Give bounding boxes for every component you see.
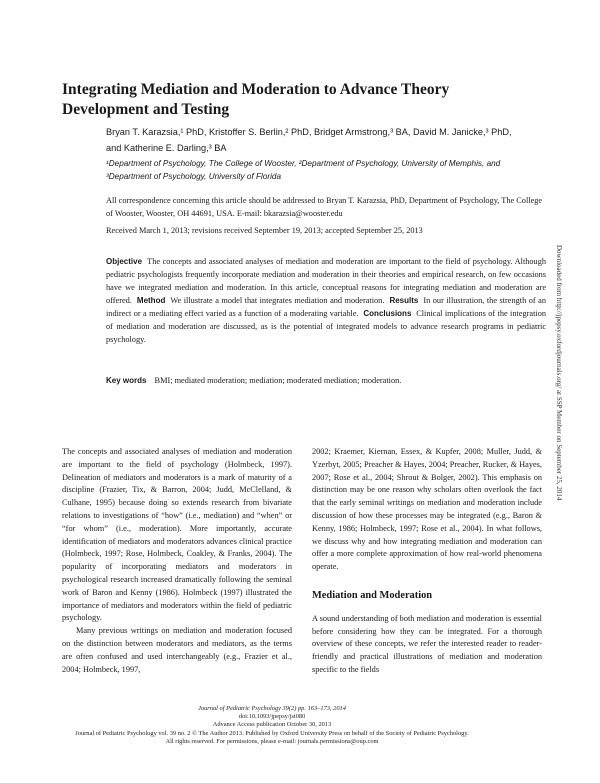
- abstract-objective-label: Objective: [106, 257, 143, 266]
- body-paragraph: The concepts and associated analyses of mediation and moderation are important to the field of psychology (Holmbeck, 1997). Delineation of mediators and moderators is a mark of maturity of a discipline (Frazier, Tix, & Barron, 2004; Judd, McClelland, & Culhane, 1995) because doing so extends research from bivariate relations to investigations of “how” (i.e., mediation) and “when” or “for whom” (i.e., moderation). More importantly, accurate identification of mediators and moderators advances clinical practice (Holmbeck, 1997; Rose, Holmbeck, Coakley, & Franks, 2004). The popularity of incorporating mediators and moderators in psychological research increased dramatically following the seminal work of Baron and Kenny (1986). Holmbeck (1997) illustrated the importance of mediators and moderators within the field of pediatric psychology.: [62, 447, 292, 623]
- author-list: [106, 124, 546, 156]
- body-column-left: [62, 446, 292, 676]
- page-footer: [62, 705, 482, 746]
- body-paragraph: A sound understanding of both mediation and moderation is essential before considering how they can be integrated. For a thorough overview of these concepts, we refer the interested reader to reader-friendly and practical illustrations of mediation and moderation specific to the fields: [312, 613, 542, 674]
- body-paragraph: 2002; Kraemer, Kiernan, Essex, & Kupfer, 2008; Muller, Judd, & Yzerbyt, 2005; Preacher & Hayes, 2004; Preacher, Rucker, & Hayes, 2007; Rose et al., 2004; Shrout & Bolger, 2002). This emphasis on distinction may be one reason why scholars often overlook the fact that the early seminal writings on mediation and moderation include discussion of how these processes may be integrated (e.g., Baron & Kenny, 1986; Holmbeck, 1997; Rose et al., 2004). In what follows, we discuss why and how integrating mediation and moderation can offer a more complete approximation of how real-world phenomena operate.: [312, 447, 542, 572]
- author-line: Bryan T. Karazsia,¹ PhD, Kristoffer S. Berlin,² PhD, Bridget Armstrong,³ BA, David M. Janicke,³ PhD,: [106, 127, 512, 137]
- download-watermark-text: Downloaded from http://jpepsy.oxfordjournals.org/ at SSP Member on September 25, 2014: [555, 245, 563, 501]
- body-paragraph: Many previous writings on mediation and moderation focused on the distinction between moderators and mediators, as the terms are often confused and used interchangeably (e.g., Frazier et al., 2004; Holmbeck, 1997,: [62, 626, 292, 674]
- section-heading: Mediation and Moderation: [312, 589, 433, 601]
- affiliation-line: ³Department of Psychology, University of Florida: [106, 172, 282, 181]
- abstract-conclusions-label: Conclusions: [363, 309, 412, 318]
- keywords: [106, 374, 546, 387]
- doi: doi:10.1093/jpepsy/jst080: [238, 713, 306, 721]
- correspondence-note: All correspondence concerning this article should be addressed to Bryan T. Karazsia, PhD, Department of Psychology, The College of Wooster, Wooster, OH 44691, USA. E-mail: bkarazsia@wooster.edu: [106, 196, 543, 218]
- keywords-label: Key words: [106, 376, 147, 385]
- affiliations: [106, 157, 546, 183]
- abstract-method-label: Method: [136, 296, 166, 305]
- journal-citation: Journal of Pediatric Psychology 39(2) pp. 163–173, 2014: [198, 705, 346, 712]
- abstract-conclusions-text: Clinical implications of the integration of mediation and moderation are discussed, as is the potential of integrated models to advance research programs in pediatric psychology.: [106, 309, 547, 344]
- abstract-results-text: In our illustration, the strength of an indirect or a mediating effect varied as a function of a moderating variable.: [106, 296, 546, 318]
- received-dates: Received March 1, 2013; revisions received September 19, 2013; accepted September 25, 2013: [106, 226, 423, 235]
- publication-date: Advance Access publication October 30, 2013: [212, 721, 332, 729]
- article-title: Integrating Mediation and Moderation to Advance Theory Development and Testing: [62, 81, 450, 118]
- abstract-objective-text: The concepts and associated analyses of mediation and moderation are important to the field of psychology. Although pediatric psychologists frequently incorporate mediation and moderation in their theories and empirical research, on few occasions have we integrated mediation and moderation. In this article, conceptual reasons for integrating mediation and moderation are offered.: [106, 257, 546, 305]
- permissions-notice: All rights reserved. For permissions, please e-mail: journals.permissions@oup.com: [165, 737, 379, 745]
- download-watermark: [553, 245, 563, 665]
- abstract-results-label: Results: [389, 296, 419, 305]
- affiliation-line: ¹Department of Psychology, The College of Wooster, ²Department of Psychology, University of Memphis, and: [106, 159, 501, 168]
- copyright-notice: Journal of Pediatric Psychology vol. 39 no. 2 © The Author 2013. Published by Oxford University Press on behalf of the Society of Pediatric Psychology.: [75, 729, 469, 737]
- body-column-right: [312, 446, 542, 677]
- abstract: [106, 255, 546, 346]
- author-line: and Katherine E. Darling,³ BA: [106, 143, 227, 153]
- abstract-method-text: We illustrate a model that integrates mediation and moderation.: [170, 296, 385, 305]
- keywords-text: BMI; mediated moderation; mediation; moderated mediation; moderation.: [154, 376, 402, 385]
